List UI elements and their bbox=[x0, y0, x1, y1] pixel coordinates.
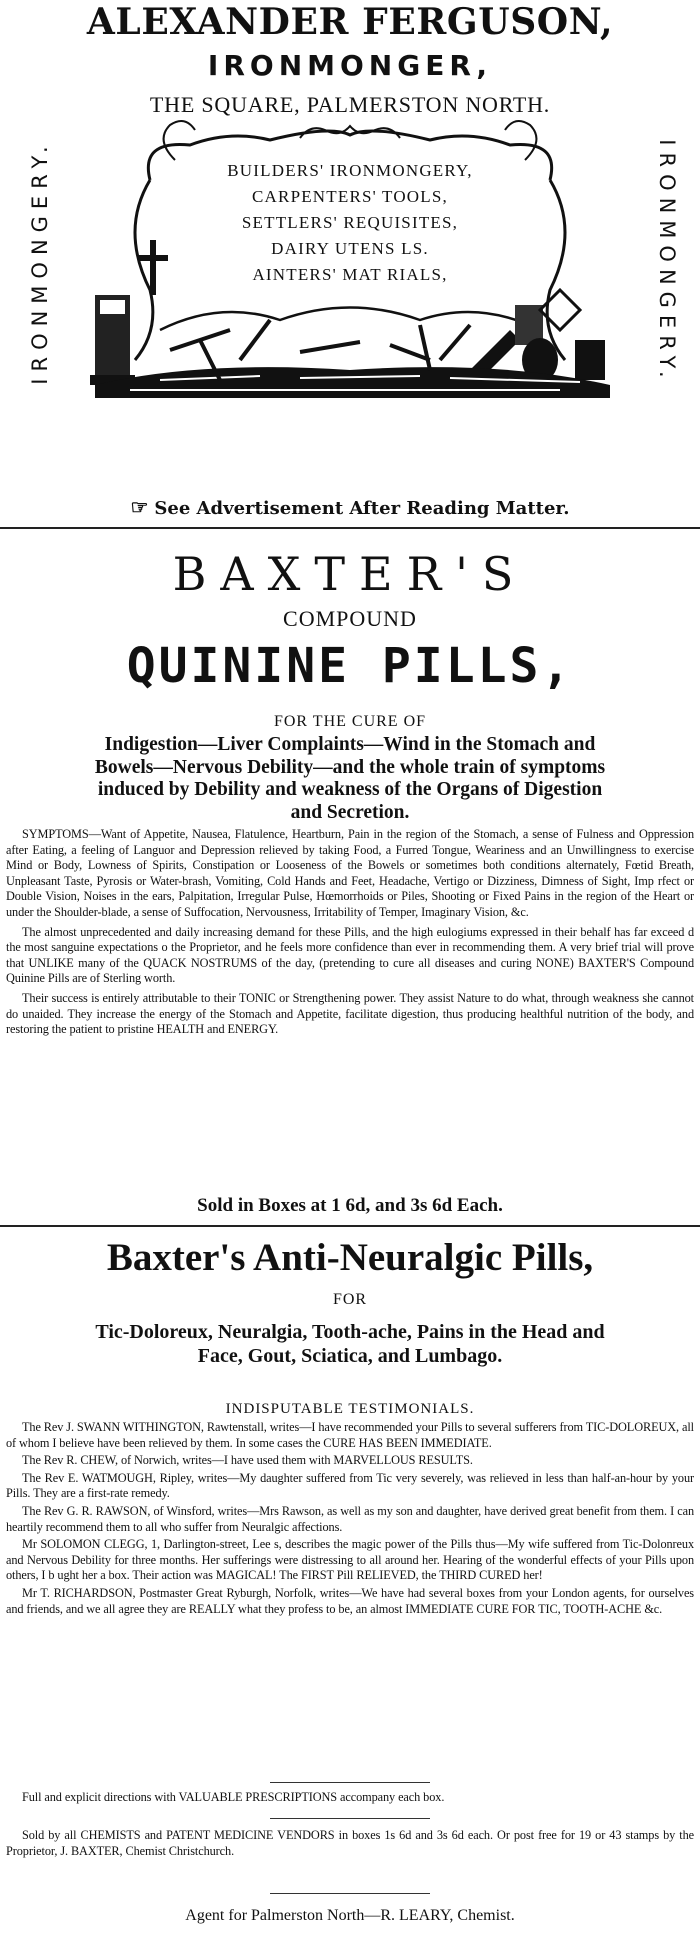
frame-line: BUILDERS' IRONMONGERY, bbox=[227, 161, 473, 180]
indication-line: Bowels—Nervous Debility—and the whole train of symptoms bbox=[94, 756, 606, 778]
pointing-hand-icon: ☞ bbox=[130, 495, 149, 519]
condition-line: Tic-Doloreux, Neuralgia, Tooth-ache, Pains in the Head and bbox=[95, 1321, 605, 1343]
sold-by-text: Sold by all CHEMISTS and PATENT MEDICINE VENDORS in boxes 1s 6d and 3s 6d each. Or post free for 19 or 43 stamps by the Proprietor, J. BAXTER, Chemist Christchurch. bbox=[6, 1828, 694, 1858]
side-label-left: IRONMONGERY. bbox=[28, 139, 52, 385]
indications bbox=[4, 734, 696, 824]
condition-line: Face, Gout, Sciatica, and Lumbago. bbox=[197, 1345, 503, 1367]
agent-line: Agent for Palmerston North—R. LEARY, Chemist. bbox=[185, 1907, 515, 1924]
ferguson-name: ALEXANDER FERGUSON, bbox=[86, 1, 614, 43]
ferguson-address: THE SQUARE, PALMERSTON NORTH. bbox=[149, 92, 551, 117]
testimonial: The Rev R. CHEW, of Norwich, writes—I have used them with MARVELLOUS RESULTS. bbox=[22, 1453, 473, 1468]
neuralgic-for: FOR bbox=[332, 1291, 368, 1308]
sold-by bbox=[6, 1828, 694, 1863]
testimonial: The Rev E. WATMOUGH, Ripley, writes—My daughter suffered from Tic very severely, was relieved in less than half-an-hour by your Pills. They are a first-rate remedy. bbox=[6, 1470, 694, 1501]
quinine-price: Sold in Boxes at 1 6d, and 3s 6d Each. bbox=[197, 1195, 503, 1216]
divider bbox=[270, 1893, 430, 1894]
indication-line: induced by Debility and weakness of the Organs of Digestion bbox=[97, 779, 603, 800]
see-advertisement-text: See Advertisement After Reading Matter. bbox=[154, 498, 570, 519]
quinine-pills-title: QUININE PILLS, bbox=[126, 638, 574, 694]
frame-line: SETTLERS' REQUISITES, bbox=[241, 213, 459, 232]
see-advertisement bbox=[0, 496, 700, 520]
indication-line: Indigestion—Liver Complaints—Wind in the Stomach and bbox=[104, 734, 596, 755]
frame-line: CARPENTERS' TOOLS, bbox=[252, 187, 448, 206]
frame-lines bbox=[160, 158, 540, 288]
divider bbox=[0, 527, 700, 529]
testimonial: The Rev G. R. RAWSON, of Winsford, writes—Mrs Rawson, as well as my son and daughter, have derived great benefit from them. I can heartily recommend them to all who suffer from Neuralgic affections. bbox=[6, 1503, 694, 1534]
success-paragraph: Their success is entirely attributable to their TONIC or Strengthening power. They assist Nature to do what, through weakness she cannot do unaided. They increase the energy of the Stomach and Appetite, facilitate digestion, thus producing healthful nutrition of the body, and restoring the patient to pristine HEALTH and ENERGY. bbox=[6, 990, 694, 1037]
frame-line: DAIRY UTENS LS. bbox=[271, 239, 429, 258]
frame-line: AINTERS' MAT RIALS, bbox=[252, 265, 448, 284]
neuralgic-conditions bbox=[4, 1320, 696, 1368]
ferguson-trade: IRONMONGER, bbox=[207, 49, 493, 82]
baxters-title: BAXTER'S bbox=[172, 547, 528, 601]
testimonials-heading: INDISPUTABLE TESTIMONIALS. bbox=[225, 1401, 475, 1417]
testimonial: The Rev J. SWANN WITHINGTON, Rawtenstall, writes—I have recommended your Pills to several sufferers from TIC-DOLOREUX, all of whom I believe have been relieved by them. In some cases the CURE HAS BEEN IMMEDIATE. bbox=[6, 1420, 694, 1450]
symptoms-paragraph: SYMPTOMS—Want of Appetite, Nausea, Flatulence, Heartburn, Pain in the region of the Stomach, a sense of Fulness and Oppression after Eating, a feeling of Languor and Depression relieved by taking Food, a Furred Tongue, Weariness and an Unwillingness to exercise Mind or Body, Lowness of Spirits, Constipation or Looseness of the Bowels or sometimes both conditions alternately, Fœtid Breath, Unpleasant Taste, Pyrosis or Water-brash, Vomiting, Cold Hands and Feet, Headache, Vertigo or Dizziness, Dimness of Sight, Imp rfect or Double Vision, Noises in the ears, Palpitation, Irregular Pulse, Hœmorrhoids or Piles, Shooting or Fixed Pains in the region of the Heart or under the Shoulder-blade, a sense of Suffocation, Nervousness, Irritability of Temper, Imaginary Vision, &c. bbox=[6, 827, 694, 919]
demand-paragraph: The almost unprecedented and daily increasing demand for these Pills, and the high eulogiums expressed in their behalf has far exceed d the most sanguine expectations o the Proprietor, and he feels more confidence than ever in recommending them. A very brief trial will prove that UNLIKE many of the QUACK NOSTRUMS of the day, (pretending to cure all diseases and curing NONE) BAXTER'S Compound Quinine Pills are of Sterling worth. bbox=[6, 924, 694, 986]
side-label-right: IRONMONGERY. bbox=[655, 139, 679, 385]
for-cure-label: FOR THE CURE OF bbox=[273, 713, 427, 730]
directions bbox=[6, 1790, 694, 1810]
testimonial: Mr T. RICHARDSON, Postmaster Great Ryburgh, Norfolk, writes—We have had several boxes from your London agents, for ourselves and friends, and we all agree they are REALLY what they profess to be, an almost IMMEDIATE CURE FOR TIC, TOOTH-ACHE &c. bbox=[6, 1585, 694, 1616]
testimonials-list bbox=[6, 1420, 694, 1619]
compound-label: COMPOUND bbox=[283, 606, 417, 631]
testimonial: Mr SOLOMON CLEGG, 1, Darlington-street, Lee s, describes the magic power of the Pills thus—My wife suffered from Tic-Dolonreux and Nervous Debility for three months. Her sufferings were distressing to all around her. Hearing of the wonderful effects of your Pills upon others, I b ught her a box. Their action was MAGICAL! The FIRST Pill RELIEVED, the THIRD CURED her! bbox=[6, 1537, 694, 1583]
directions-text: Full and explicit directions with VALUABLE PRESCRIPTIONS accompany each box. bbox=[22, 1790, 445, 1804]
indication-line: and Secretion. bbox=[290, 801, 410, 823]
divider bbox=[270, 1818, 430, 1819]
divider bbox=[270, 1782, 430, 1783]
divider bbox=[0, 1225, 700, 1227]
neuralgic-title: Baxter's Anti-Neuralgic Pills, bbox=[106, 1236, 594, 1279]
quinine-body bbox=[6, 827, 694, 1042]
